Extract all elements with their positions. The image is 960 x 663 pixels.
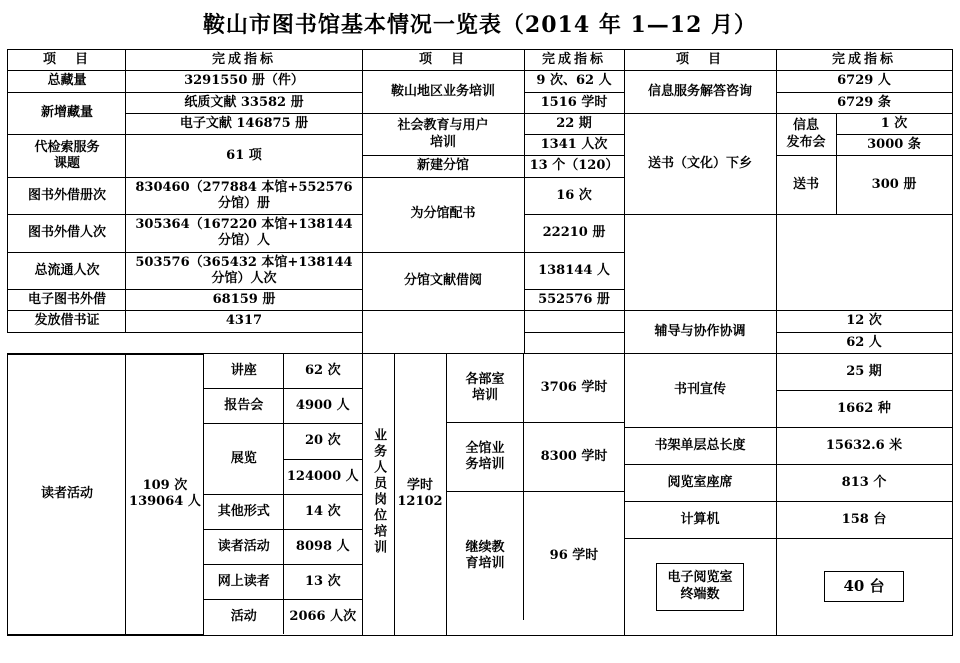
row-label-social-education [362,113,524,156]
row-label-branch-lending: 分馆文献借阅 [362,252,524,311]
row-sublabel-send-books: 送书 [776,156,836,215]
right-value-seats: 813 个 [776,464,952,501]
staff-training-detail-block [446,353,624,635]
reader-sub-value-exhibition-times: 20 次 [284,424,362,459]
retrieval-line1: 代检索服务 [34,139,100,155]
cont-line1: 继续教 [465,539,505,555]
all-line2: 务培训 [465,456,505,472]
reader-sub-label-lecture: 讲座 [204,354,284,388]
reader-activity-table [8,354,361,635]
row-label-total-circulation: 总流通人次 [8,252,126,290]
staff-detail-label-dept [447,354,524,423]
spacer-cell [126,332,362,353]
right-row [625,427,952,464]
row-label-guidance-coordination [362,311,524,354]
row-label-library-cards: 发放借书证 [8,311,126,332]
staff-detail-row [447,354,624,423]
table-header-row [8,50,952,71]
row-value-new-branch: 13 个（120） [524,156,624,177]
right-label-computers: 计算机 [625,501,777,538]
all-line1: 全馆业 [465,440,505,456]
right-value-shelf-length: 15632.6 米 [776,427,952,464]
reader-sub-value-report: 4900 人 [284,389,362,424]
row-value-library-cards: 4317 [126,311,362,332]
row-value-guidance-1 [524,311,624,332]
spacer-cell [8,332,126,353]
statistics-table [7,49,952,636]
staff-training-hours [394,353,446,635]
row-value-branch-lending-2: 552576 册 [524,290,624,311]
reader-activity-total [126,354,204,634]
terminals-line2: 终端数 [680,586,720,602]
terminals-count-box: 40 台 [824,571,903,602]
header-value-1: 完成指标 [126,50,362,71]
header-value-2: 完成指标 [524,50,624,71]
row-value-book-loans-persons: 305364（167220 本馆+138144 分馆）人 [126,215,362,253]
social-education-line2: 培训 [429,134,456,150]
staff-detail-row [447,491,624,620]
reader-activity-label: 读者活动 [8,354,126,634]
right-label-publicity: 书刊宣传 [625,354,777,428]
table-row [8,311,952,332]
staff-hours-value: 12102 [397,494,443,510]
row-value-branch-supply-2: 22210 册 [524,215,624,253]
row-value-guidance-b: 62 人 [776,332,952,353]
right-label-seats: 阅览室座席 [625,464,777,501]
reader-sub-value-online-people: 2066 人次 [284,600,362,634]
reader-sub-value-other-times: 14 次 [284,494,362,529]
reader-activity-block [8,353,362,635]
reader-total-people: 139064 人 [129,494,201,510]
staff-training-label-text: 业务人员岗位培训 [371,427,387,556]
staff-detail-value-dept: 3706 学时 [524,354,624,423]
right-row [625,464,952,501]
row-label-retrieval-service [8,135,126,178]
reader-sub-label-report: 报告会 [204,389,284,424]
reader-sub-value-other-people: 8098 人 [284,529,362,564]
header-value-3: 完成指标 [776,50,952,71]
spacer-cell [524,332,624,353]
row-value-guidance-a: 12 次 [776,311,952,332]
staff-detail-row [447,422,624,491]
reader-sub-label-online: 网上读者 [204,565,284,600]
staff-detail-value-continuing: 96 学时 [524,491,624,620]
row-value-info-service-1: 6729 人 [776,71,952,92]
row-value-total-collection: 3291550 册（件） [126,71,362,92]
right-row [625,501,952,538]
header-item-3: 项 目 [624,50,776,71]
right-row [625,538,952,635]
staff-detail-label-all [447,422,524,491]
row-value-social-education-2: 1341 人次 [524,135,624,156]
dept-line1: 各部室 [465,371,505,387]
reader-sub-label-reader-activity: 读者活动 [204,529,284,564]
row-value-book-loans-copies: 830460（277884 本馆+552576 分馆）册 [126,177,362,215]
row-label-branch-supply: 为分馆配书 [362,177,524,252]
staff-detail-label-continuing [447,491,524,620]
right-value-computers: 158 台 [776,501,952,538]
terminals-box [656,563,743,611]
row-label-book-loans-copies: 图书外借册次 [8,177,126,215]
cont-line2: 育培训 [465,555,505,571]
row-value-branch-lending-1: 138144 人 [524,252,624,290]
row-label-regional-training: 鞍山地区业务培训 [362,71,524,114]
row-label-info-service: 信息服务解答咨询 [624,71,776,114]
info-release-line1: 信息 [792,118,819,134]
row-value-new-collection-paper: 纸质文献 33582 册 [126,92,362,113]
row-value-total-circulation: 503576（365432 本馆+138144 分馆）人次 [126,252,362,290]
staff-training-vertical-label [362,353,394,635]
page-title: 鞍山市图书馆基本情况一览表（2014 年 1—12 月） [202,12,758,38]
terminals-line1: 电子阅览室 [667,569,733,585]
row-sublabel-info-release [776,113,836,156]
table-row [8,71,952,92]
right-block [624,353,952,635]
row-value-new-collection-digital: 电子文献 146875 册 [126,113,362,134]
row-value-social-education-1: 22 期 [524,113,624,134]
reader-sub-value-lecture: 62 次 [284,354,362,388]
row-label-book-loans-persons: 图书外借人次 [8,215,126,253]
reader-sub-label-exhibition: 展览 [204,424,284,494]
right-value-publicity-1: 25 期 [776,354,952,391]
reader-total-times: 109 次 [142,478,188,493]
row-value-info-release-1: 1 次 [836,113,952,134]
row-label-new-branch: 新建分馆 [362,156,524,177]
staff-hours-label: 学时 [406,478,433,493]
reader-sub-value-exhibition-people: 124000 人 [284,459,362,494]
row-label-total-collection: 总藏量 [8,71,126,92]
header-item-2: 项 目 [362,50,524,71]
info-release-line2: 发布会 [786,134,826,150]
row-label-ebook-loans: 电子图书外借 [8,290,126,311]
table-row [8,113,952,134]
right-detail-table [625,354,952,635]
row-label-send-books-empty [624,215,776,311]
row-value-send-books-empty [776,215,952,311]
row-value-branch-supply-1: 16 次 [524,177,624,215]
row-value-info-service-2: 6729 条 [776,92,952,113]
row-label-guidance: 辅导与协作协调 [624,311,776,354]
reader-row [8,354,361,388]
right-sublabel-terminals [625,538,777,635]
staff-detail-value-all: 8300 学时 [524,422,624,491]
row-value-ebook-loans: 68159 册 [126,290,362,311]
row-value-info-release-2: 3000 条 [836,135,952,156]
row-value-retrieval-service: 61 项 [126,135,362,178]
social-education-line1: 社会教育与用户 [397,118,489,134]
right-row [625,354,952,391]
row-label-new-collection: 新增藏量 [8,92,126,135]
reader-sub-label-online-activity: 活动 [204,600,284,634]
reader-sub-value-online-times: 13 次 [284,565,362,600]
row-value-regional-training-2: 1516 学时 [524,92,624,113]
retrieval-line2: 课题 [53,155,80,171]
row-value-regional-training-1: 9 次、62 人 [524,71,624,92]
row-label-book-delivery: 送书（文化）下乡 [624,113,776,214]
table-row-bottom-block [8,353,952,635]
staff-training-detail-table [447,354,624,620]
right-value-publicity-2: 1662 种 [776,390,952,427]
right-label-shelf-length: 书架单层总长度 [625,427,777,464]
row-value-send-books: 300 册 [836,156,952,215]
dept-line2: 培训 [471,387,498,403]
header-item-1: 项 目 [8,50,126,71]
reader-sub-label-other: 其他形式 [204,494,284,529]
right-value-terminals [776,538,952,635]
